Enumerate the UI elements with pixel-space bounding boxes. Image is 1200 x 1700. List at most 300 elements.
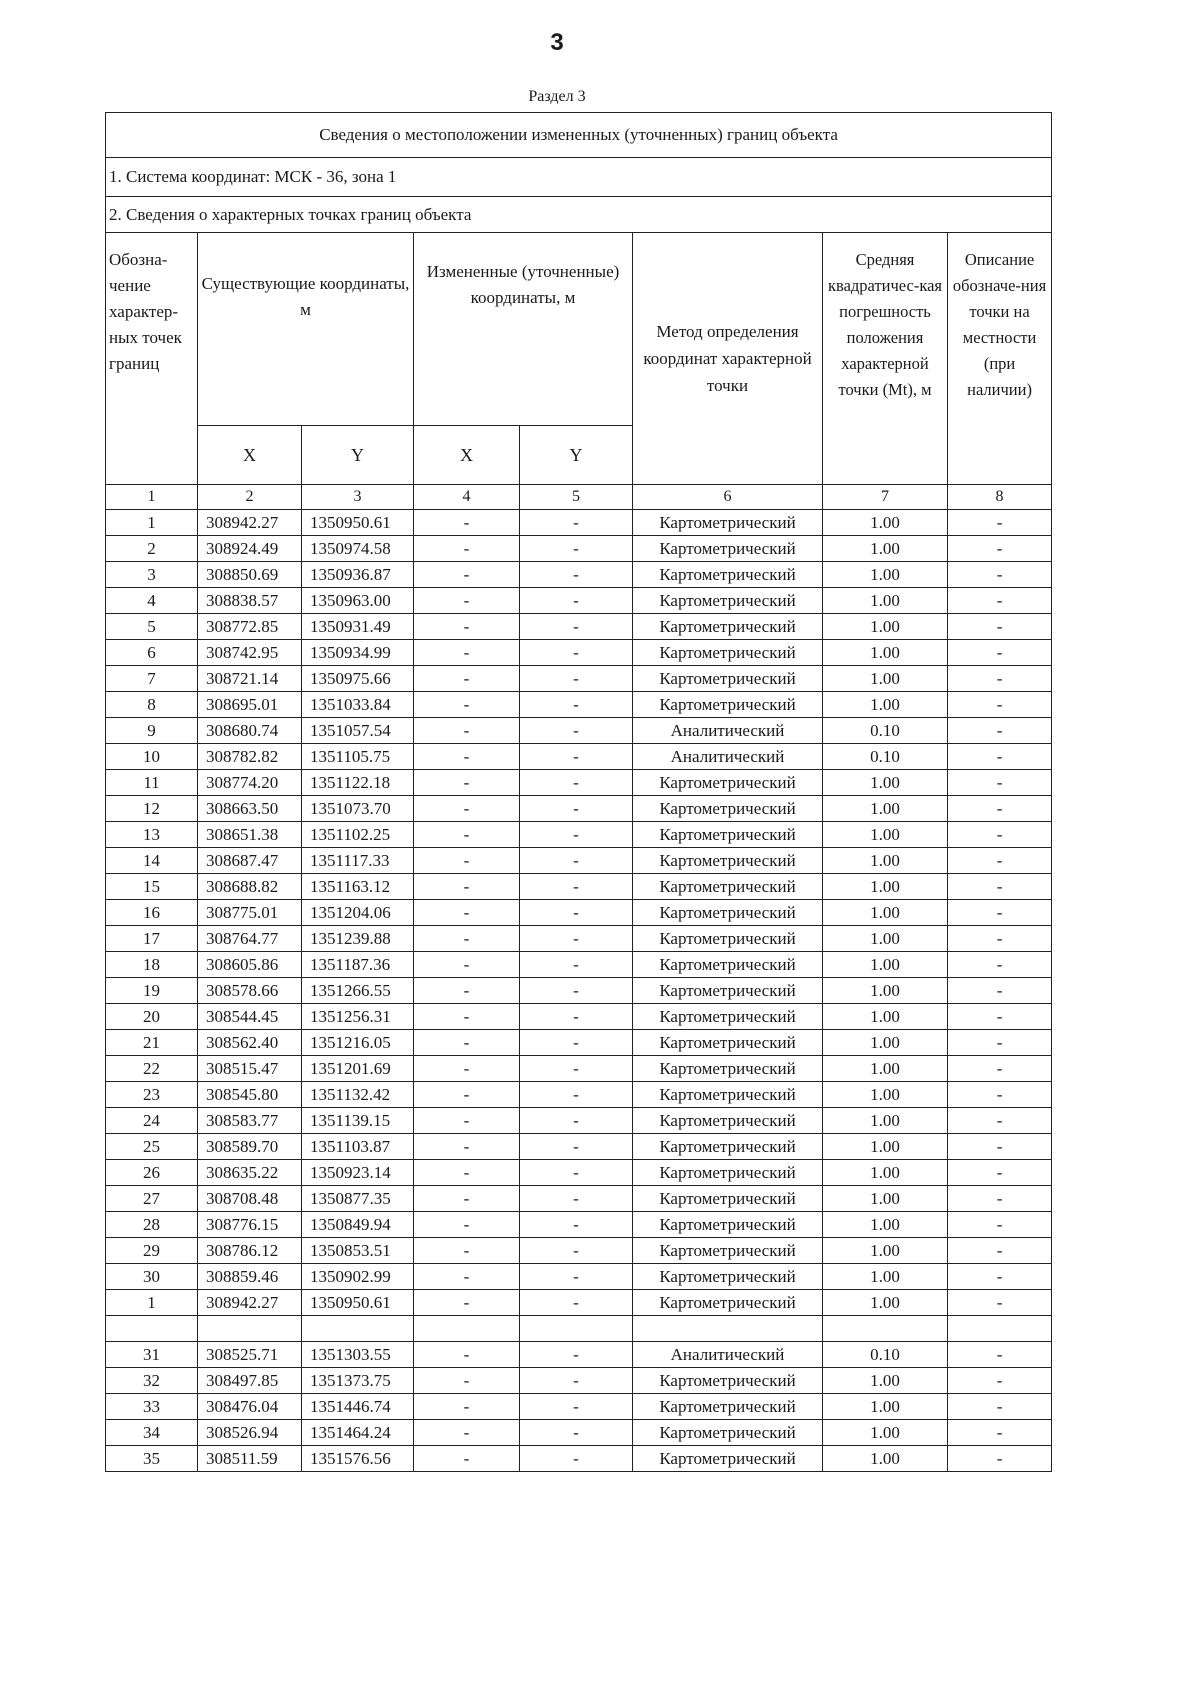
- cell-changed-x: -: [414, 978, 520, 1004]
- cell-changed-y: -: [520, 510, 633, 536]
- cell-existing-y: 1350936.87: [302, 562, 414, 588]
- cell-point-id: 33: [106, 1394, 198, 1420]
- cell-method: Картометрический: [633, 1446, 823, 1472]
- header-existing-x: X: [198, 426, 302, 485]
- cell-existing-y: 1351102.25: [302, 822, 414, 848]
- cell-method: Картометрический: [633, 692, 823, 718]
- cell-description: -: [948, 848, 1052, 874]
- cell-changed-y: -: [520, 1420, 633, 1446]
- page-number: 3: [550, 29, 564, 56]
- table-row: [106, 1108, 1052, 1134]
- cell-changed-y: -: [520, 926, 633, 952]
- cell-description: -: [948, 1004, 1052, 1030]
- cell-existing-y: 1351103.87: [302, 1134, 414, 1160]
- cell-existing-y: 1351132.42: [302, 1082, 414, 1108]
- header-designation: Обозна-чение характер-ных точек границ: [106, 233, 198, 485]
- cell-point-id: 21: [106, 1030, 198, 1056]
- cell-existing-y: 1351105.75: [302, 744, 414, 770]
- cell-existing-y: 1350963.00: [302, 588, 414, 614]
- cell-changed-y: -: [520, 796, 633, 822]
- cell-changed-x: -: [414, 1108, 520, 1134]
- cell-method: Картометрический: [633, 1212, 823, 1238]
- cell-changed-y: -: [520, 1212, 633, 1238]
- cell-existing-x: 308476.04: [198, 1394, 302, 1420]
- cell-changed-y: -: [520, 900, 633, 926]
- table-row: [106, 1004, 1052, 1030]
- table-row: [106, 1420, 1052, 1446]
- cell-changed-y: -: [520, 744, 633, 770]
- table-row: [106, 1290, 1052, 1316]
- cell-existing-y: 1351139.15: [302, 1108, 414, 1134]
- cell-mean-error: 1.00: [823, 1108, 948, 1134]
- table-row: [106, 1212, 1052, 1238]
- cell-mean-error: 1.00: [823, 1264, 948, 1290]
- cell-point-id: 8: [106, 692, 198, 718]
- cell-existing-x: 308651.38: [198, 822, 302, 848]
- cell-changed-x: -: [414, 796, 520, 822]
- header-description: Описание обозначе-ния точки на местности (при наличии): [948, 233, 1052, 485]
- cell-changed-y: -: [520, 1030, 633, 1056]
- header-changed-x: X: [414, 426, 520, 485]
- cell-method: Картометрический: [633, 1030, 823, 1056]
- cell-changed-y: -: [520, 1004, 633, 1030]
- cell-changed-y: -: [520, 640, 633, 666]
- table-row: [106, 1030, 1052, 1056]
- empty-cell: [520, 1316, 633, 1342]
- cell-changed-y: -: [520, 666, 633, 692]
- cell-point-id: 3: [106, 562, 198, 588]
- cell-method: Картометрический: [633, 588, 823, 614]
- cell-method: Картометрический: [633, 796, 823, 822]
- table-row: [106, 536, 1052, 562]
- cell-point-id: 31: [106, 1342, 198, 1368]
- table-row: [106, 1238, 1052, 1264]
- cell-existing-x: 308774.20: [198, 770, 302, 796]
- cell-point-id: 10: [106, 744, 198, 770]
- cell-mean-error: 1.00: [823, 1420, 948, 1446]
- empty-cell: [633, 1316, 823, 1342]
- cell-existing-x: 308515.47: [198, 1056, 302, 1082]
- cell-point-id: 6: [106, 640, 198, 666]
- cell-changed-x: -: [414, 1264, 520, 1290]
- cell-point-id: 4: [106, 588, 198, 614]
- cell-mean-error: 1.00: [823, 1082, 948, 1108]
- cell-point-id: 28: [106, 1212, 198, 1238]
- cell-existing-x: 308786.12: [198, 1238, 302, 1264]
- cell-changed-x: -: [414, 822, 520, 848]
- cell-mean-error: 1.00: [823, 1160, 948, 1186]
- column-index: 7: [823, 485, 948, 510]
- cell-point-id: 9: [106, 718, 198, 744]
- cell-changed-x: -: [414, 1290, 520, 1316]
- cell-method: Картометрический: [633, 770, 823, 796]
- cell-mean-error: 1.00: [823, 978, 948, 1004]
- cell-existing-y: 1351239.88: [302, 926, 414, 952]
- cell-method: Картометрический: [633, 1264, 823, 1290]
- table-row: [106, 744, 1052, 770]
- cell-point-id: 16: [106, 900, 198, 926]
- cell-description: -: [948, 614, 1052, 640]
- cell-description: -: [948, 1394, 1052, 1420]
- cell-description: -: [948, 1134, 1052, 1160]
- cell-description: -: [948, 640, 1052, 666]
- cell-mean-error: 0.10: [823, 718, 948, 744]
- cell-changed-y: -: [520, 1160, 633, 1186]
- cell-existing-x: 308695.01: [198, 692, 302, 718]
- cell-method: Картометрический: [633, 952, 823, 978]
- cell-method: Картометрический: [633, 874, 823, 900]
- cell-existing-x: 308583.77: [198, 1108, 302, 1134]
- cell-existing-x: 308526.94: [198, 1420, 302, 1446]
- cell-changed-y: -: [520, 1264, 633, 1290]
- cell-changed-y: -: [520, 1290, 633, 1316]
- cell-changed-y: -: [520, 536, 633, 562]
- cell-point-id: 13: [106, 822, 198, 848]
- table-row: [106, 874, 1052, 900]
- table-row: [106, 900, 1052, 926]
- cell-point-id: 17: [106, 926, 198, 952]
- empty-cell: [106, 1316, 198, 1342]
- table-row: [106, 1446, 1052, 1472]
- table-row: [106, 510, 1052, 536]
- empty-cell: [198, 1316, 302, 1342]
- table-row: [106, 666, 1052, 692]
- cell-method: Картометрический: [633, 978, 823, 1004]
- cell-existing-y: 1351117.33: [302, 848, 414, 874]
- cell-mean-error: 1.00: [823, 822, 948, 848]
- table-row: [106, 614, 1052, 640]
- cell-existing-y: 1351201.69: [302, 1056, 414, 1082]
- cell-existing-x: 308859.46: [198, 1264, 302, 1290]
- cell-point-id: 30: [106, 1264, 198, 1290]
- cell-existing-y: 1351163.12: [302, 874, 414, 900]
- table-title: Сведения о местоположении измененных (уточненных) границ объекта: [106, 113, 1052, 158]
- cell-existing-y: 1351122.18: [302, 770, 414, 796]
- empty-cell: [302, 1316, 414, 1342]
- cell-changed-y: -: [520, 1056, 633, 1082]
- column-index: 4: [414, 485, 520, 510]
- cell-existing-x: 308772.85: [198, 614, 302, 640]
- cell-mean-error: 1.00: [823, 770, 948, 796]
- cell-description: -: [948, 1056, 1052, 1082]
- cell-existing-x: 308680.74: [198, 718, 302, 744]
- cell-description: -: [948, 1420, 1052, 1446]
- cell-description: -: [948, 692, 1052, 718]
- cell-existing-y: 1350902.99: [302, 1264, 414, 1290]
- cell-description: -: [948, 874, 1052, 900]
- cell-existing-x: 308708.48: [198, 1186, 302, 1212]
- cell-point-id: 18: [106, 952, 198, 978]
- cell-description: -: [948, 588, 1052, 614]
- cell-changed-x: -: [414, 1420, 520, 1446]
- cell-description: -: [948, 744, 1052, 770]
- cell-existing-x: 308511.59: [198, 1446, 302, 1472]
- cell-method: Картометрический: [633, 848, 823, 874]
- table-row: [106, 1264, 1052, 1290]
- cell-point-id: 27: [106, 1186, 198, 1212]
- cell-existing-x: 308663.50: [198, 796, 302, 822]
- table-row: [106, 562, 1052, 588]
- cell-point-id: 22: [106, 1056, 198, 1082]
- cell-existing-y: 1351464.24: [302, 1420, 414, 1446]
- cell-existing-x: 308942.27: [198, 1290, 302, 1316]
- cell-changed-x: -: [414, 666, 520, 692]
- cell-point-id: 11: [106, 770, 198, 796]
- cell-mean-error: 1.00: [823, 536, 948, 562]
- cell-method: Картометрический: [633, 1160, 823, 1186]
- cell-description: -: [948, 1238, 1052, 1264]
- cell-existing-x: 308721.14: [198, 666, 302, 692]
- cell-method: Картометрический: [633, 640, 823, 666]
- cell-description: -: [948, 1368, 1052, 1394]
- column-index: 6: [633, 485, 823, 510]
- cell-changed-y: -: [520, 1238, 633, 1264]
- cell-point-id: 12: [106, 796, 198, 822]
- cell-existing-x: 308782.82: [198, 744, 302, 770]
- cell-method: Картометрический: [633, 1420, 823, 1446]
- cell-method: Картометрический: [633, 666, 823, 692]
- cell-mean-error: 1.00: [823, 692, 948, 718]
- cell-point-id: 32: [106, 1368, 198, 1394]
- cell-existing-y: 1351266.55: [302, 978, 414, 1004]
- cell-mean-error: 1.00: [823, 926, 948, 952]
- cell-description: -: [948, 900, 1052, 926]
- cell-existing-x: 308764.77: [198, 926, 302, 952]
- cell-mean-error: 1.00: [823, 1394, 948, 1420]
- cell-existing-y: 1351576.56: [302, 1446, 414, 1472]
- cell-existing-y: 1351204.06: [302, 900, 414, 926]
- cell-existing-y: 1351446.74: [302, 1394, 414, 1420]
- cell-mean-error: 1.00: [823, 510, 948, 536]
- table-row: [106, 1394, 1052, 1420]
- cell-changed-x: -: [414, 1368, 520, 1394]
- cell-existing-y: 1351216.05: [302, 1030, 414, 1056]
- cell-changed-x: -: [414, 952, 520, 978]
- cell-mean-error: 1.00: [823, 1134, 948, 1160]
- cell-changed-y: -: [520, 874, 633, 900]
- cell-point-id: 34: [106, 1420, 198, 1446]
- cell-description: -: [948, 952, 1052, 978]
- cell-description: -: [948, 926, 1052, 952]
- cell-changed-y: -: [520, 1342, 633, 1368]
- cell-existing-x: 308589.70: [198, 1134, 302, 1160]
- table-row: [106, 822, 1052, 848]
- cell-changed-y: -: [520, 1394, 633, 1420]
- cell-changed-x: -: [414, 510, 520, 536]
- cell-changed-y: -: [520, 1368, 633, 1394]
- header-row-1: [106, 233, 1052, 426]
- cell-method: Аналитический: [633, 718, 823, 744]
- cell-mean-error: 1.00: [823, 796, 948, 822]
- table-row: [106, 692, 1052, 718]
- cell-existing-x: 308562.40: [198, 1030, 302, 1056]
- cell-description: -: [948, 718, 1052, 744]
- cell-existing-x: 308497.85: [198, 1368, 302, 1394]
- cell-description: -: [948, 1446, 1052, 1472]
- cell-existing-x: 308605.86: [198, 952, 302, 978]
- cell-method: Картометрический: [633, 614, 823, 640]
- header-method: Метод определения координат характерной точки: [633, 233, 823, 485]
- cell-description: -: [948, 1264, 1052, 1290]
- cell-description: -: [948, 1186, 1052, 1212]
- cell-mean-error: 1.00: [823, 666, 948, 692]
- cell-changed-x: -: [414, 1160, 520, 1186]
- cell-changed-x: -: [414, 1186, 520, 1212]
- cell-existing-y: 1350849.94: [302, 1212, 414, 1238]
- cell-changed-x: -: [414, 536, 520, 562]
- cell-existing-y: 1351057.54: [302, 718, 414, 744]
- cell-changed-y: -: [520, 562, 633, 588]
- cell-point-id: 35: [106, 1446, 198, 1472]
- cell-changed-x: -: [414, 874, 520, 900]
- table-row: [106, 718, 1052, 744]
- cell-existing-x: 308688.82: [198, 874, 302, 900]
- cell-method: Аналитический: [633, 1342, 823, 1368]
- cell-changed-y: -: [520, 822, 633, 848]
- column-index: 5: [520, 485, 633, 510]
- cell-changed-y: -: [520, 588, 633, 614]
- cell-changed-x: -: [414, 1394, 520, 1420]
- cell-description: -: [948, 1290, 1052, 1316]
- cell-changed-x: -: [414, 744, 520, 770]
- column-index: 3: [302, 485, 414, 510]
- column-index: 2: [198, 485, 302, 510]
- cell-existing-y: 1350853.51: [302, 1238, 414, 1264]
- cell-changed-x: -: [414, 848, 520, 874]
- cell-changed-y: -: [520, 1186, 633, 1212]
- table-row: [106, 640, 1052, 666]
- cell-changed-x: -: [414, 640, 520, 666]
- cell-changed-x: -: [414, 770, 520, 796]
- cell-changed-y: -: [520, 978, 633, 1004]
- cell-mean-error: 0.10: [823, 744, 948, 770]
- cell-description: -: [948, 510, 1052, 536]
- cell-point-id: 19: [106, 978, 198, 1004]
- cell-mean-error: 1.00: [823, 1030, 948, 1056]
- table-row: [106, 926, 1052, 952]
- cell-mean-error: 1.00: [823, 1368, 948, 1394]
- cell-description: -: [948, 770, 1052, 796]
- cell-mean-error: 1.00: [823, 1004, 948, 1030]
- cell-point-id: 2: [106, 536, 198, 562]
- table-row: [106, 1186, 1052, 1212]
- column-index: 8: [948, 485, 1052, 510]
- cell-existing-y: 1350931.49: [302, 614, 414, 640]
- cell-existing-x: 308545.80: [198, 1082, 302, 1108]
- cell-description: -: [948, 822, 1052, 848]
- cell-method: Картометрический: [633, 1394, 823, 1420]
- cell-method: Аналитический: [633, 744, 823, 770]
- cell-point-id: 25: [106, 1134, 198, 1160]
- cell-point-id: 1: [106, 510, 198, 536]
- points-heading: 2. Сведения о характерных точках границ объекта: [106, 197, 1052, 233]
- cell-method: Картометрический: [633, 1108, 823, 1134]
- cell-mean-error: 1.00: [823, 562, 948, 588]
- table-title-row: [106, 113, 1052, 158]
- cell-description: -: [948, 562, 1052, 588]
- cell-mean-error: 1.00: [823, 1186, 948, 1212]
- cell-changed-x: -: [414, 1238, 520, 1264]
- cell-point-id: 20: [106, 1004, 198, 1030]
- cell-method: Картометрический: [633, 1368, 823, 1394]
- cell-mean-error: 1.00: [823, 640, 948, 666]
- cell-existing-x: 308635.22: [198, 1160, 302, 1186]
- cell-existing-x: 308525.71: [198, 1342, 302, 1368]
- cell-existing-y: 1351256.31: [302, 1004, 414, 1030]
- cell-point-id: 1: [106, 1290, 198, 1316]
- cell-existing-y: 1350934.99: [302, 640, 414, 666]
- cell-existing-y: 1350974.58: [302, 536, 414, 562]
- cell-existing-x: 308742.95: [198, 640, 302, 666]
- cell-existing-x: 308838.57: [198, 588, 302, 614]
- table-body: [106, 113, 1052, 1472]
- cell-changed-x: -: [414, 562, 520, 588]
- cell-existing-y: 1351187.36: [302, 952, 414, 978]
- cell-method: Картометрический: [633, 562, 823, 588]
- header-existing-y: Y: [302, 426, 414, 485]
- cell-method: Картометрический: [633, 1056, 823, 1082]
- cell-description: -: [948, 536, 1052, 562]
- cell-description: -: [948, 1160, 1052, 1186]
- cell-point-id: 7: [106, 666, 198, 692]
- cell-mean-error: 1.00: [823, 1290, 948, 1316]
- cell-existing-y: 1351033.84: [302, 692, 414, 718]
- cell-changed-x: -: [414, 1056, 520, 1082]
- cell-existing-x: 308775.01: [198, 900, 302, 926]
- table-row: [106, 1082, 1052, 1108]
- cell-changed-x: -: [414, 1342, 520, 1368]
- coord-system-row: [106, 158, 1052, 197]
- header-error: Средняя квадратичес-кая погрешность положения характерной точки (Mt), м: [823, 233, 948, 485]
- cell-description: -: [948, 978, 1052, 1004]
- boundary-points-table: [105, 112, 1052, 1472]
- cell-changed-y: -: [520, 770, 633, 796]
- cell-changed-x: -: [414, 1082, 520, 1108]
- cell-existing-y: 1350975.66: [302, 666, 414, 692]
- cell-changed-y: -: [520, 1134, 633, 1160]
- table-row: [106, 1160, 1052, 1186]
- cell-description: -: [948, 666, 1052, 692]
- cell-existing-y: 1350950.61: [302, 510, 414, 536]
- contour-separator-row: [106, 1316, 1052, 1342]
- cell-existing-y: 1350950.61: [302, 1290, 414, 1316]
- cell-changed-x: -: [414, 588, 520, 614]
- cell-method: Картометрический: [633, 1082, 823, 1108]
- cell-changed-x: -: [414, 1446, 520, 1472]
- cell-mean-error: 1.00: [823, 952, 948, 978]
- cell-mean-error: 1.00: [823, 900, 948, 926]
- cell-point-id: 15: [106, 874, 198, 900]
- cell-mean-error: 1.00: [823, 1446, 948, 1472]
- cell-existing-x: 308942.27: [198, 510, 302, 536]
- cell-mean-error: 1.00: [823, 614, 948, 640]
- cell-changed-y: -: [520, 1082, 633, 1108]
- cell-method: Картометрический: [633, 510, 823, 536]
- section-label: Раздел 3: [528, 88, 586, 105]
- cell-changed-x: -: [414, 926, 520, 952]
- table-row: [106, 978, 1052, 1004]
- cell-method: Картометрический: [633, 1238, 823, 1264]
- cell-method: Картометрический: [633, 1004, 823, 1030]
- cell-changed-x: -: [414, 1004, 520, 1030]
- cell-changed-y: -: [520, 848, 633, 874]
- cell-existing-x: 308687.47: [198, 848, 302, 874]
- cell-mean-error: 1.00: [823, 1056, 948, 1082]
- cell-changed-y: -: [520, 614, 633, 640]
- table-row: [106, 796, 1052, 822]
- table-row: [106, 1368, 1052, 1394]
- cell-mean-error: 0.10: [823, 1342, 948, 1368]
